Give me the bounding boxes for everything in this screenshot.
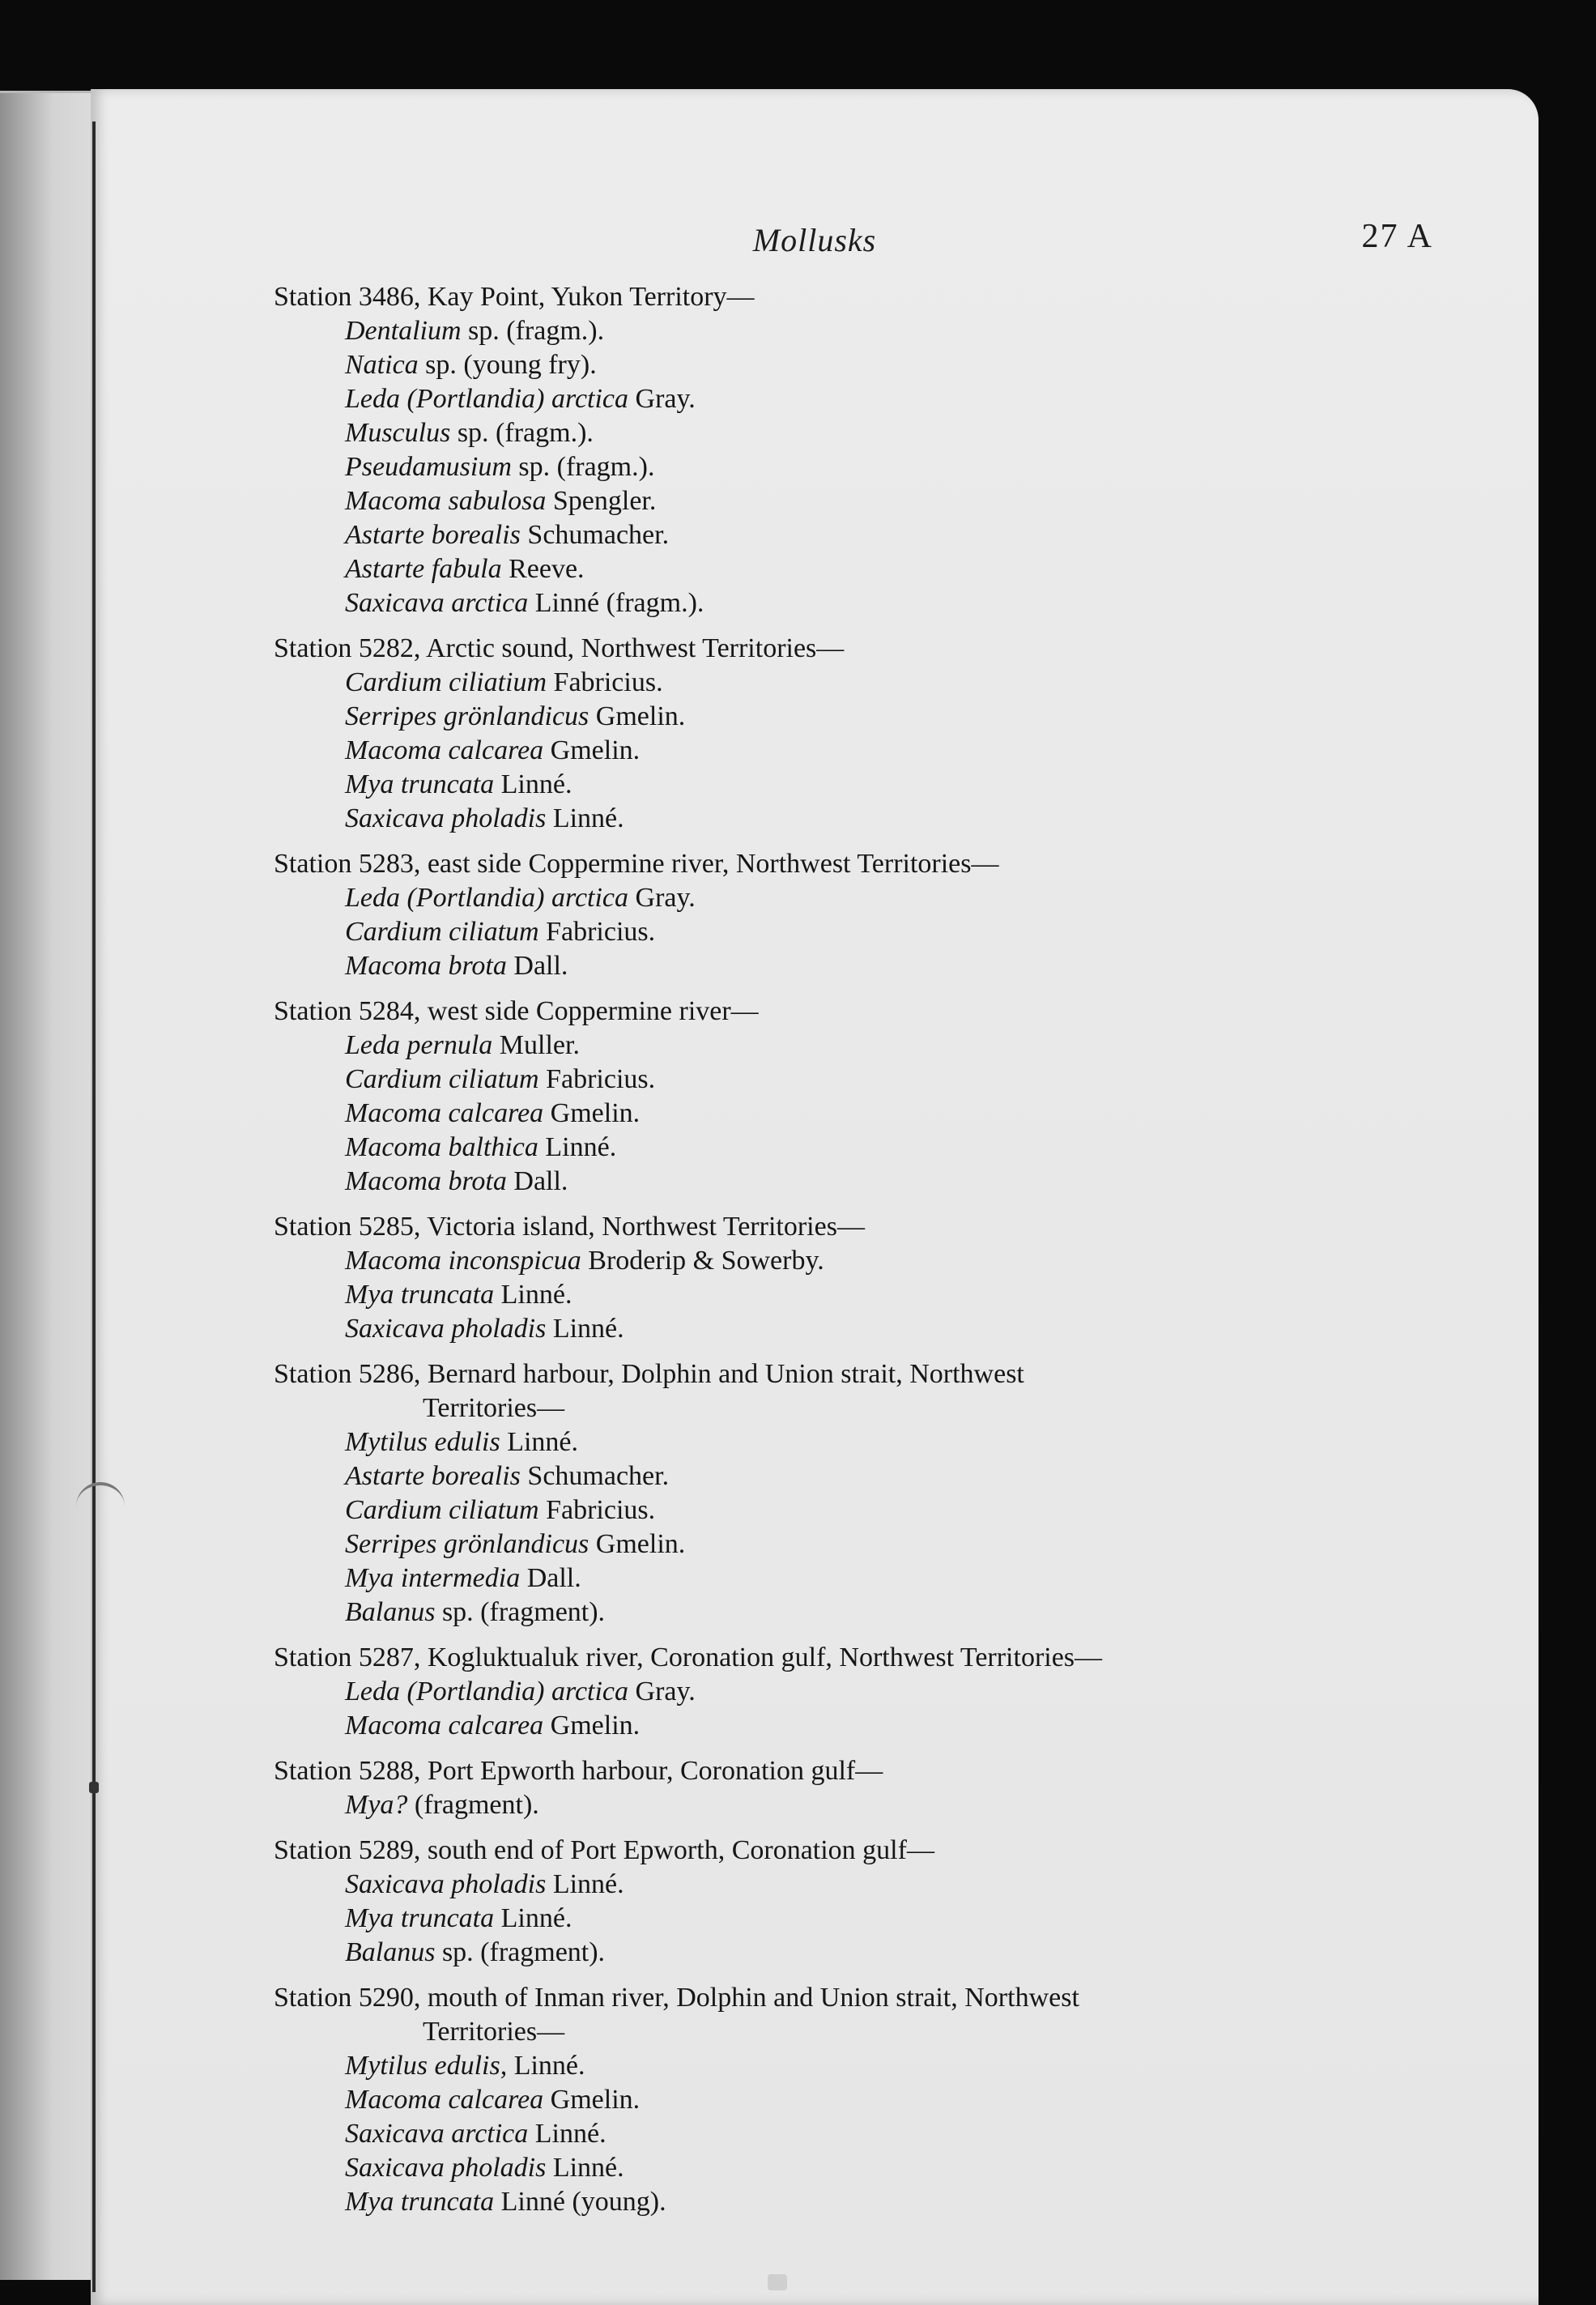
species-name: Serripes grönlandicus <box>345 1529 589 1559</box>
station-heading <box>274 1834 1472 1868</box>
species-authority: Schumacher. <box>520 520 670 550</box>
species-name: Pseudamusium <box>345 452 512 482</box>
species-name: Dentalium <box>345 316 462 346</box>
species-name: Saxicava arctica <box>345 2119 529 2149</box>
species-name: Balanus <box>345 1937 436 1967</box>
species-authority: sp. (fragment). <box>435 1937 606 1967</box>
station-heading <box>274 1754 1472 1788</box>
species-authority: Linné (young). <box>494 2187 666 2217</box>
species-line <box>274 881 1472 915</box>
species-authority: Gray. <box>628 384 696 414</box>
station-entry <box>274 280 1472 620</box>
binding-mark <box>76 1482 125 1534</box>
species-authority: (fragment). <box>407 1790 539 1820</box>
species-name: Leda (Portlandia) arctica <box>345 384 629 414</box>
species-name: Macoma calcarea <box>345 2085 544 2115</box>
station-heading-text: Station 5285, Victoria island, Northwest Territories— <box>274 1212 865 1242</box>
running-head: Mollusks <box>752 222 877 258</box>
species-authority: Linné. <box>538 1132 617 1162</box>
species-name: Astarte borealis <box>345 1461 521 1491</box>
species-authority: Spengler. <box>546 486 657 516</box>
species-authority: Gmelin. <box>543 1098 641 1128</box>
species-line <box>274 1029 1472 1063</box>
species-authority: Linné. <box>500 1427 579 1457</box>
station-entry <box>274 995 1472 1199</box>
species-line <box>274 2049 1472 2083</box>
species-line <box>274 1527 1472 1562</box>
species-name: Mya? <box>345 1790 408 1820</box>
station-entry <box>274 847 1472 983</box>
species-authority: Gmelin. <box>543 735 641 765</box>
species-line <box>274 1493 1472 1527</box>
station-heading <box>274 632 1472 666</box>
station-heading-text: Station 5290, mouth of Inman river, Dolphin and Union strait, Northwest <box>274 1983 1079 2013</box>
species-name: Astarte fabula <box>345 554 502 584</box>
station-heading-text: Station 5282, Arctic sound, Northwest Territories— <box>274 633 845 663</box>
station-heading <box>274 1641 1472 1675</box>
station-entry <box>274 1641 1472 1743</box>
species-authority: Linné. <box>494 1903 572 1933</box>
species-line <box>274 314 1472 348</box>
species-line <box>274 1459 1472 1493</box>
species-line <box>274 348 1472 382</box>
species-name: Saxicava pholadis <box>345 803 547 833</box>
species-authority: Muller. <box>492 1030 580 1060</box>
facing-page-edge <box>0 91 96 2280</box>
species-name: Musculus <box>345 418 451 448</box>
species-name: Balanus <box>345 1597 436 1627</box>
species-line <box>274 1312 1472 1346</box>
species-name: Mya intermedia <box>345 1563 521 1593</box>
species-authority: Linné. <box>494 769 572 799</box>
station-entry <box>274 1357 1472 1630</box>
station-heading-text: Station 5289, south end of Port Epworth, Coronation gulf— <box>274 1835 934 1865</box>
species-line <box>274 1788 1472 1822</box>
species-name: Cardium ciliatum <box>345 1495 539 1525</box>
species-authority: Linné. <box>546 1314 624 1344</box>
species-name: Saxicava pholadis <box>345 1869 547 1899</box>
station-heading <box>274 1357 1472 1425</box>
species-line <box>274 484 1472 518</box>
species-line <box>274 2117 1472 2151</box>
station-heading <box>274 847 1472 881</box>
species-authority: Gmelin. <box>589 1529 686 1559</box>
species-line <box>274 518 1472 552</box>
species-authority: Gmelin. <box>543 2085 641 2115</box>
species-line <box>274 768 1472 802</box>
species-line <box>274 666 1472 700</box>
station-heading <box>274 1981 1472 2049</box>
species-line <box>274 1278 1472 1312</box>
species-name: Natica <box>345 350 419 380</box>
species-line <box>274 416 1472 450</box>
species-line <box>274 1244 1472 1278</box>
species-authority: Linné. <box>507 2051 585 2081</box>
species-authority: Gray. <box>628 883 696 913</box>
species-line <box>274 2185 1472 2219</box>
binding-dot <box>89 1782 99 1793</box>
station-entry <box>274 1834 1472 1970</box>
species-authority: Fabricius. <box>538 1064 656 1094</box>
species-name: Mya truncata <box>345 1280 495 1310</box>
species-name: Mytilus edulis, <box>345 2051 508 2081</box>
station-heading <box>274 280 1472 314</box>
species-authority: Fabricius. <box>547 667 663 697</box>
species-name: Leda (Portlandia) arctica <box>345 883 629 913</box>
species-name: Macoma balthica <box>345 1132 538 1162</box>
species-authority: Dall. <box>506 1166 568 1196</box>
species-name: Macoma calcarea <box>345 1098 544 1128</box>
species-name: Saxicava arctica <box>345 588 529 618</box>
species-authority: sp. (young fry). <box>418 350 597 380</box>
species-line <box>274 1425 1472 1459</box>
species-name: Mya truncata <box>345 2187 495 2217</box>
species-authority: Gmelin. <box>543 1711 641 1740</box>
station-heading <box>274 1210 1472 1244</box>
species-line <box>274 586 1472 620</box>
species-name: Cardium ciliatum <box>345 917 539 947</box>
species-name: Mya truncata <box>345 1903 495 1933</box>
station-entry <box>274 1754 1472 1822</box>
species-line <box>274 1936 1472 1970</box>
species-name: Leda pernula <box>345 1030 493 1060</box>
station-heading-continuation: Territories— <box>423 1393 565 1423</box>
species-name: Astarte borealis <box>345 520 521 550</box>
station-heading-text: Station 5283, east side Coppermine river, Northwest Territories— <box>274 849 999 879</box>
species-line <box>274 700 1472 734</box>
species-name: Macoma calcarea <box>345 735 544 765</box>
station-heading-continuation: Territories— <box>423 2017 565 2047</box>
species-authority: Dall. <box>520 1563 581 1593</box>
book-page <box>91 89 1539 2305</box>
species-line <box>274 915 1472 949</box>
species-name: Macoma brota <box>345 951 507 981</box>
page-number: 27 A <box>1361 218 1433 255</box>
species-line <box>274 2151 1472 2185</box>
species-authority: sp. (fragment). <box>435 1597 606 1627</box>
species-authority: Schumacher. <box>520 1461 670 1491</box>
species-authority: sp. (fragm.). <box>450 418 594 448</box>
station-heading-text: Station 5287, Kogluktualuk river, Coronation gulf, Northwest Territories— <box>274 1642 1103 1672</box>
species-line <box>274 382 1472 416</box>
station-heading-text: Station 5288, Port Epworth harbour, Coronation gulf— <box>274 1756 883 1786</box>
species-name: Mya truncata <box>345 769 495 799</box>
species-authority: Linné. <box>546 2153 624 2183</box>
species-line <box>274 1902 1472 1936</box>
species-name: Macoma sabulosa <box>345 486 547 516</box>
species-authority: Linné. <box>528 2119 606 2149</box>
species-line <box>274 802 1472 836</box>
species-name: Macoma inconspicua <box>345 1246 581 1276</box>
species-authority: Linné. <box>546 1869 624 1899</box>
station-heading-text: Station 5286, Bernard harbour, Dolphin and Union strait, Northwest <box>274 1359 1024 1389</box>
species-line <box>274 1562 1472 1596</box>
species-name: Leda (Portlandia) arctica <box>345 1677 629 1706</box>
scan-mark <box>768 2274 787 2290</box>
species-authority: Fabricius. <box>538 917 656 947</box>
species-line <box>274 734 1472 768</box>
species-name: Mytilus edulis <box>345 1427 500 1457</box>
species-authority: Gmelin. <box>589 701 686 731</box>
species-authority: Fabricius. <box>538 1495 656 1525</box>
species-line <box>274 1165 1472 1199</box>
station-heading-text: Station 5284, west side Coppermine river— <box>274 996 759 1026</box>
species-name: Cardium ciliatium <box>345 667 547 697</box>
station-entry <box>274 1210 1472 1346</box>
species-authority: Broderip & Sowerby. <box>581 1246 824 1276</box>
species-authority: sp. (fragm.). <box>461 316 605 346</box>
station-heading-text: Station 3486, Kay Point, Yukon Territory— <box>274 282 755 312</box>
species-name: Saxicava pholadis <box>345 2153 547 2183</box>
species-name: Cardium ciliatum <box>345 1064 539 1094</box>
species-name: Macoma brota <box>345 1166 507 1196</box>
species-line <box>274 1097 1472 1131</box>
species-line <box>274 1131 1472 1165</box>
species-authority: Linné. <box>494 1280 572 1310</box>
page-gutter-line <box>92 121 96 2292</box>
species-authority: Gray. <box>628 1677 696 1706</box>
species-name: Saxicava pholadis <box>345 1314 547 1344</box>
species-authority: Reeve. <box>501 554 585 584</box>
species-line <box>274 1596 1472 1630</box>
species-line <box>274 552 1472 586</box>
species-line <box>274 1063 1472 1097</box>
species-authority: Linné. <box>546 803 624 833</box>
species-name: Serripes grönlandicus <box>345 701 589 731</box>
station-entry <box>274 632 1472 836</box>
species-line <box>274 1675 1472 1709</box>
species-line <box>274 949 1472 983</box>
species-line <box>274 2083 1472 2117</box>
species-line <box>274 1868 1472 1902</box>
species-authority: sp. (fragm.). <box>511 452 655 482</box>
species-authority: Dall. <box>506 951 568 981</box>
species-line <box>274 1709 1472 1743</box>
station-heading <box>274 995 1472 1029</box>
station-list <box>274 280 1472 2219</box>
species-name: Macoma calcarea <box>345 1711 544 1740</box>
station-entry <box>274 1981 1472 2219</box>
species-line <box>274 450 1472 484</box>
species-authority: Linné (fragm.). <box>528 588 704 618</box>
